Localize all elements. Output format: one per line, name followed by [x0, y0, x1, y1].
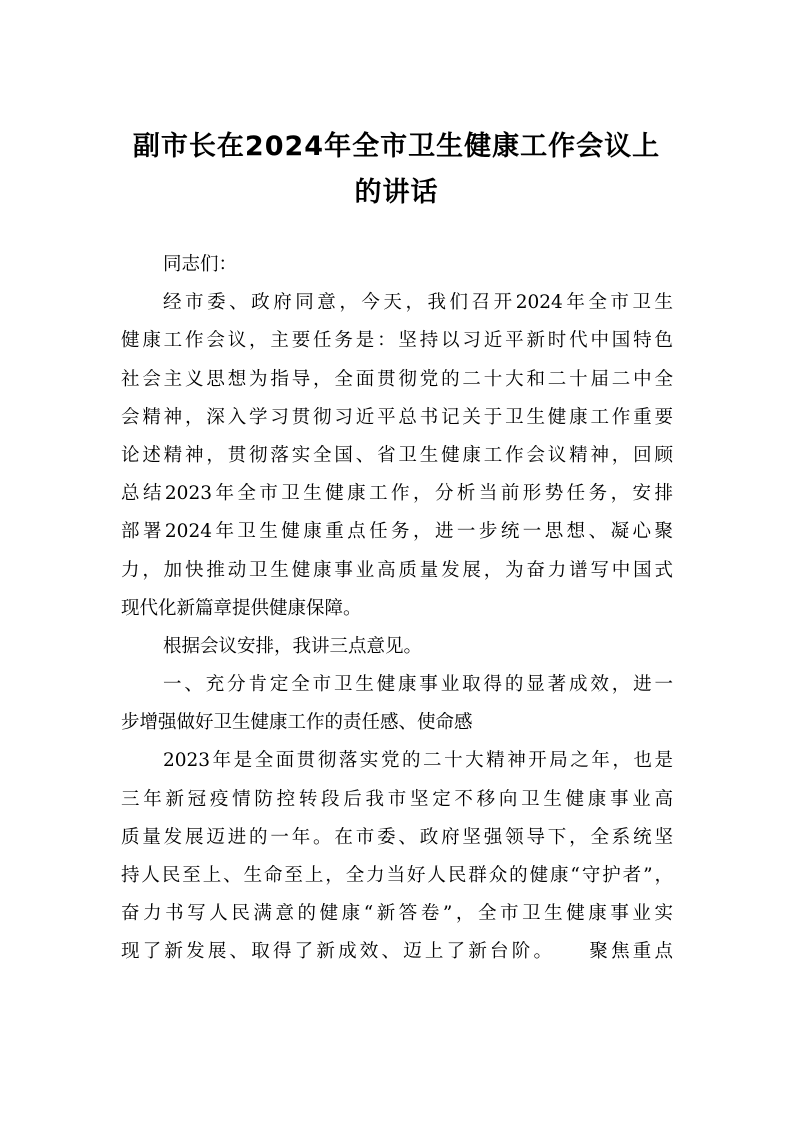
text-line: 根据会议安排，我讲三点意见。 [163, 635, 423, 657]
text-line: 现代化新篇章提供健康保障。 [121, 597, 362, 619]
paragraph-salutation [121, 246, 673, 284]
text-line: 力，加快推动卫生健康事业高质量发展，为奋力谱写中国式 [121, 559, 673, 581]
text-line: 一、充分肯定全市卫生健康事业取得的显著成效，进一 [163, 674, 673, 696]
paragraph-intro [121, 284, 673, 628]
text-line: 2023年是全面贯彻落实党的二十大精神开局之年，也是 [163, 750, 673, 772]
text-line: 三年新冠疫情防控转段后我市坚定不移向卫生健康事业高 [121, 788, 673, 810]
text-line: 总结2023年全市卫生健康工作，分析当前形势任务，安排 [121, 483, 673, 505]
text-line: 步增强做好卫生健康工作的责任感、使命感 [121, 712, 473, 734]
text-line: 现了新发展、取得了新成效、迈上了新台阶。 聚焦重点 [121, 941, 673, 963]
section-one-heading [121, 666, 673, 742]
text-line: 健康工作会议，主要任务是：坚持以习近平新时代中国特色 [121, 330, 673, 352]
paragraph-transition [121, 628, 673, 666]
text-line: 论述精神，贯彻落实全国、省卫生健康工作会议精神，回顾 [121, 444, 673, 466]
title-line-2: 的讲话 [354, 177, 439, 208]
text-line: 持人民至上、生命至上，全力当好人民群众的健康“守护者”， [121, 865, 673, 886]
document-body [121, 246, 673, 972]
document-title [120, 124, 673, 216]
text-line: 奋力书写人民满意的健康“新答卷”，全市卫生健康事业实 [121, 903, 673, 925]
text-line: 同志们： [163, 254, 238, 275]
text-line: 质量发展迈进的一年。在市委、政府坚强领导下，全系统坚 [121, 826, 673, 848]
section-one-body [121, 742, 673, 971]
text-line: 经市委、政府同意，今天，我们召开2024年全市卫生 [163, 292, 673, 314]
title-line-1: 副市长在2024年全市卫生健康工作会议上 [132, 131, 661, 162]
text-line: 会精神，深入学习贯彻习近平总书记关于卫生健康工作重要 [121, 406, 673, 428]
text-line: 社会主义思想为指导，全面贯彻党的二十大和二十届二中全 [121, 368, 673, 390]
text-line: 部署2024年卫生健康重点任务，进一步统一思想、凝心聚 [121, 521, 673, 543]
